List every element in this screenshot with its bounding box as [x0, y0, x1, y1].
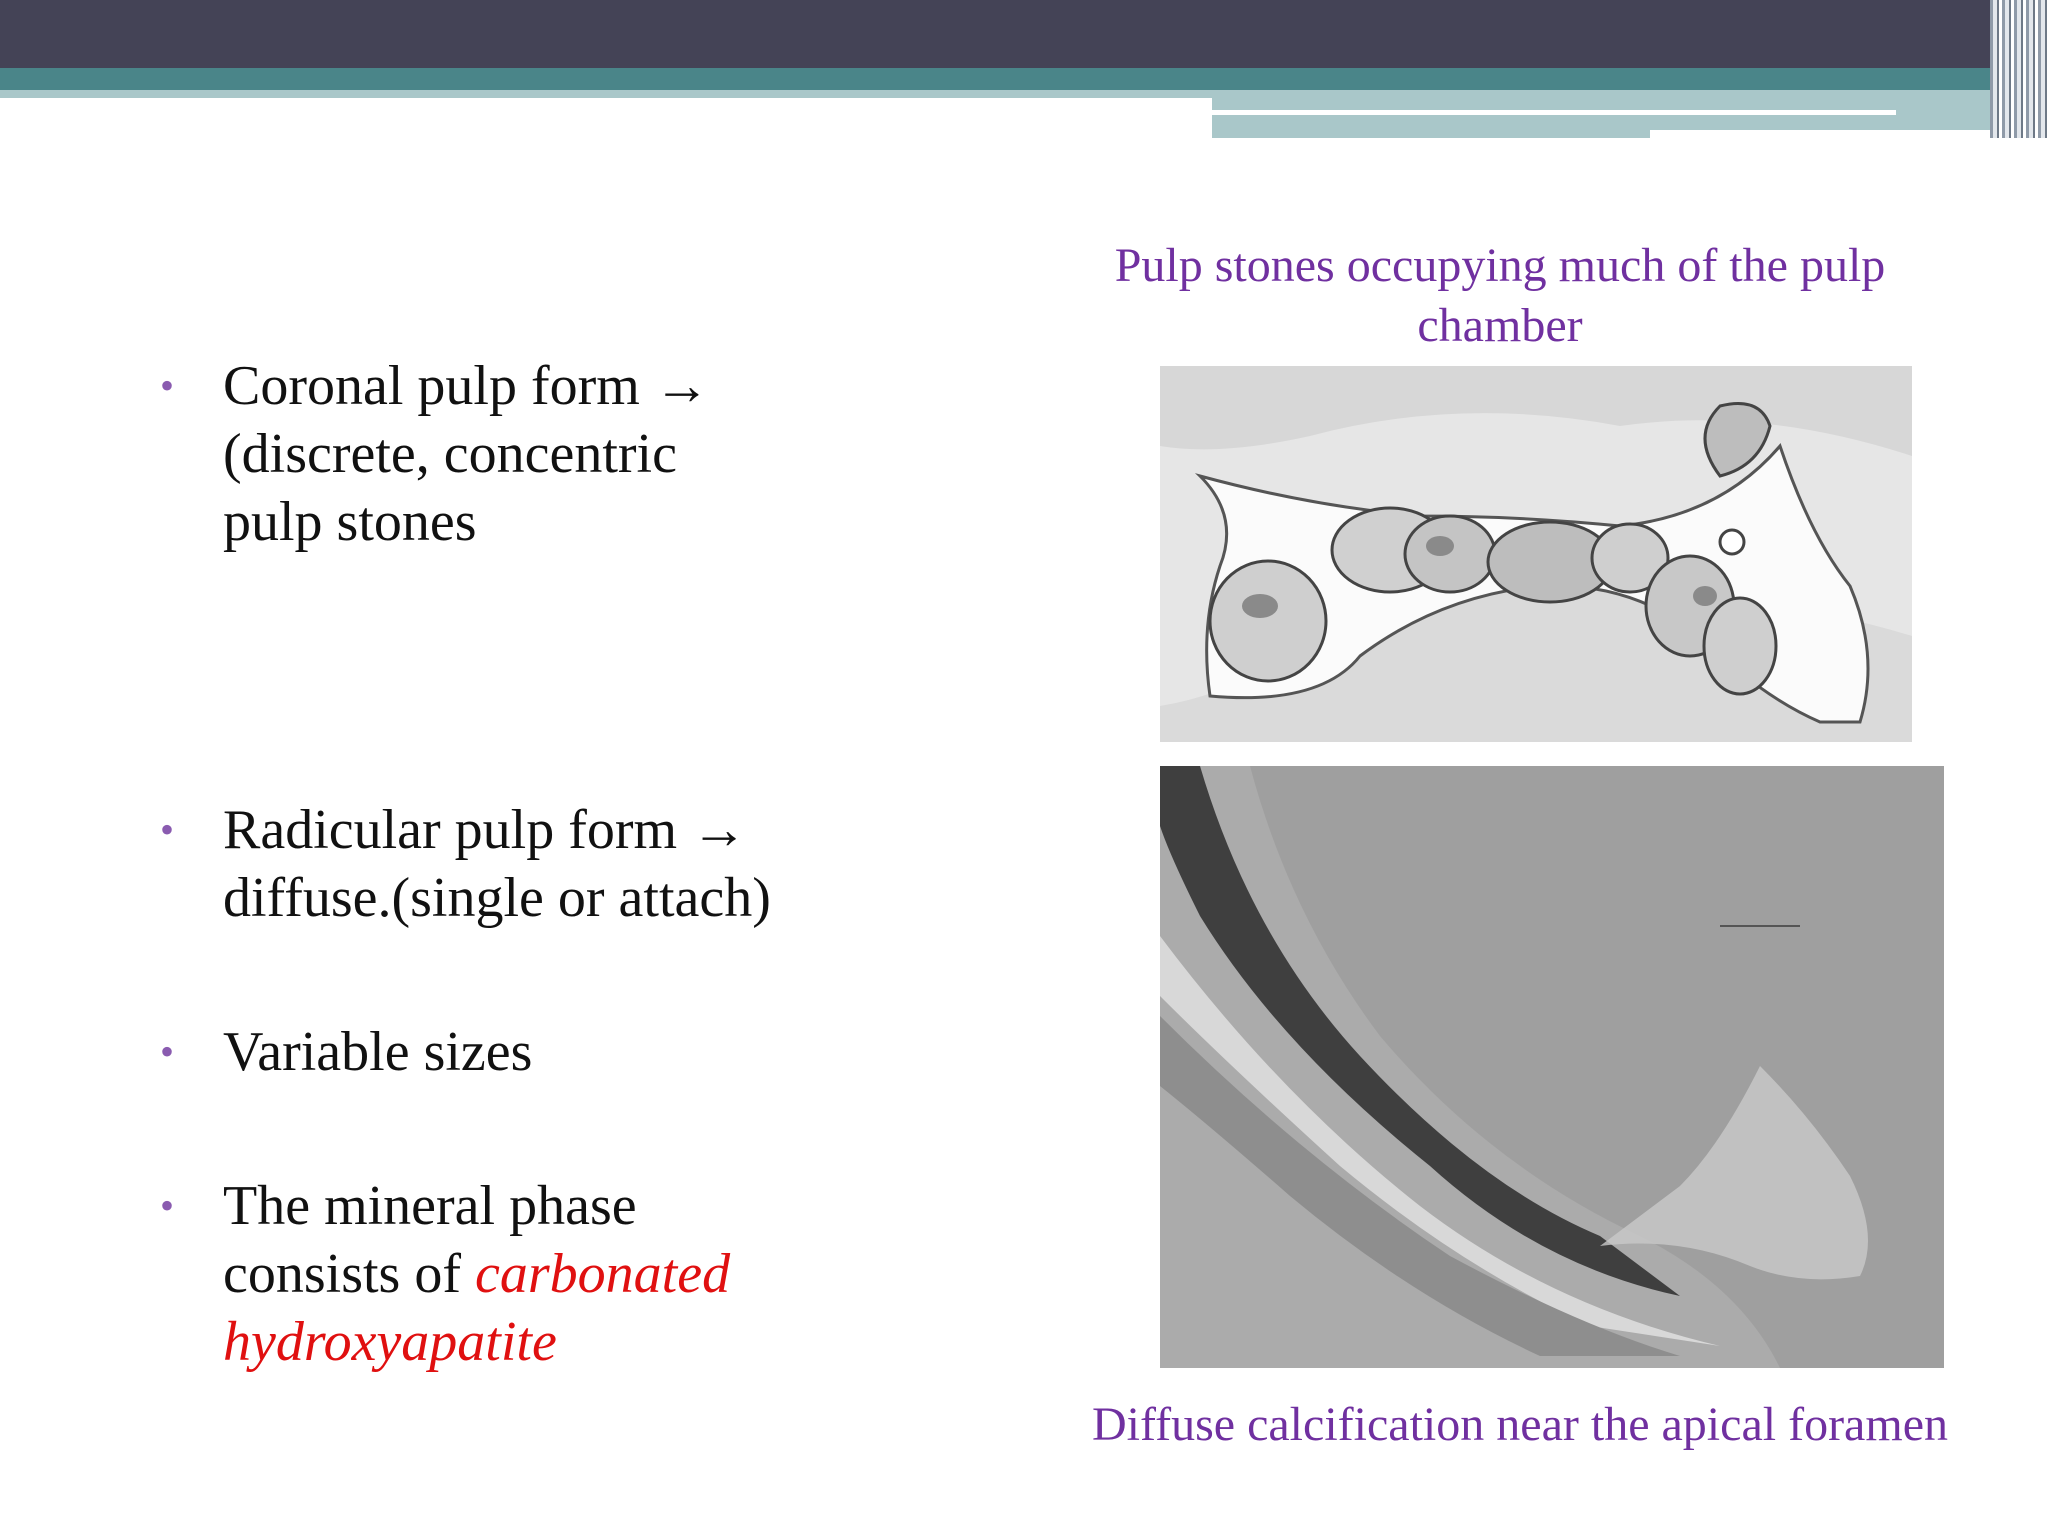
header-bar [0, 0, 2048, 68]
header-accent-band [0, 68, 2048, 90]
header-accent-strip [0, 90, 1212, 98]
bullet-line: Variable sizes [223, 1021, 533, 1083]
figure-caption-bottom: Diffuse calcification near the apical foramen [1091, 1398, 1948, 1451]
bullet-line: diffuse.(single or attach) [223, 867, 771, 929]
bullet-line: Coronal pulp form → [223, 355, 710, 417]
pulp-stones-micrograph [1160, 366, 1912, 742]
header-corner-stripes [1990, 0, 2048, 138]
bullet-dot: • [160, 363, 175, 408]
bullet-line [223, 1240, 863, 1308]
bullet-line: (discrete, concentric [223, 423, 677, 485]
bullet-dot: • [160, 807, 175, 852]
bullet-text-plain: consists of [223, 1243, 475, 1305]
bullet-text [223, 1172, 863, 1376]
header-divider-line [1212, 110, 1896, 115]
bullet-text [223, 352, 863, 556]
bullet-text [223, 1018, 863, 1086]
apical-calcification-micrograph [1160, 766, 1944, 1368]
header-divider-line [1650, 130, 2010, 138]
bullet-line: The mineral phase [223, 1175, 637, 1237]
bullet-dot: • [160, 1183, 175, 1228]
bullet-dot: • [160, 1029, 175, 1074]
bullet-text [223, 796, 863, 932]
figure-caption-top: Pulp stones occupying much of the pulp chamber [1114, 239, 1886, 352]
highlighted-term: carbonated [475, 1243, 731, 1305]
bullet-line: pulp stones [223, 491, 477, 553]
bullet-line: Radicular pulp form → [223, 799, 748, 861]
highlighted-term: hydroxyapatite [223, 1311, 557, 1373]
